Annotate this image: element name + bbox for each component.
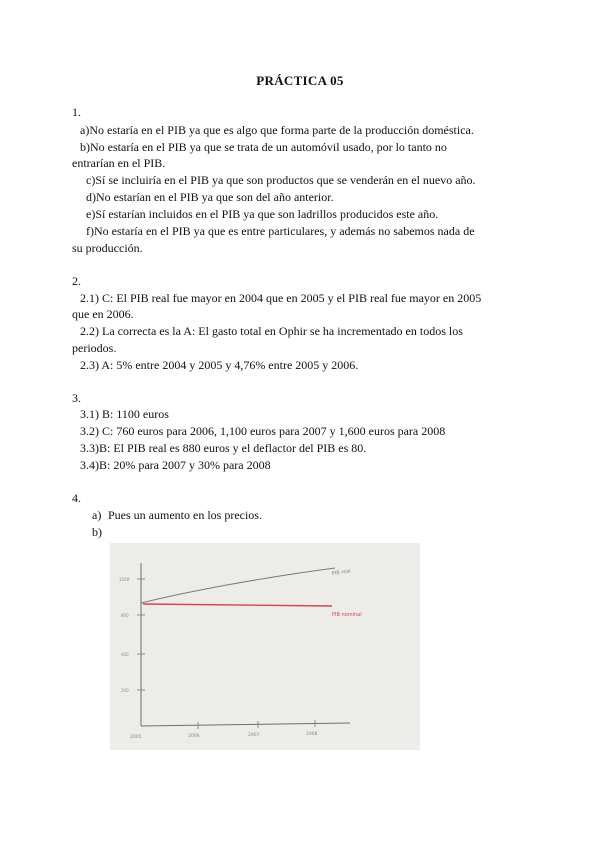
answer-1a: a)No estaría en el PIB ya que es algo que forma parte de la producción doméstica. — [80, 123, 474, 137]
x-tick-label-2: 2006 — [188, 734, 200, 739]
real-gdp-label: PIB real — [331, 568, 352, 577]
answer-4a-text: Pues un aumento en los precios. — [108, 508, 262, 522]
y-tick-label-1: 1200 — [119, 577, 130, 582]
sketch-graph — [110, 543, 420, 750]
answer-1c: c)Sí se incluiría en el PIB ya que son productos que se venderán en el nuevo año. — [86, 173, 476, 187]
y-tick-label-3: 400 — [121, 652, 129, 657]
answer-2-1: 2.1) C: El PIB real fue mayor en 2004 que en 2005 y el PIB real fue mayor en 2005 — [80, 291, 482, 305]
answer-3-1: 3.1) B: 1100 euros — [80, 407, 169, 421]
nominal-gdp-label: PIB nominal — [332, 612, 362, 618]
section-2-number: 2. — [72, 274, 81, 288]
answer-3-3: 3.3)B: El PIB real es 880 euros y el deflactor del PIB es 80. — [80, 441, 367, 455]
answer-1b-cont: entrarían en el PIB. — [72, 156, 166, 170]
x-tick-label-3: 2007 — [248, 733, 260, 738]
section-4-number: 4. — [72, 491, 81, 505]
y-tick-label-4: 200 — [121, 688, 129, 693]
y-tick-label-2: 800 — [121, 613, 129, 618]
section-1-number: 1. — [72, 105, 81, 119]
answer-2-1-cont: que en 2006. — [72, 307, 134, 321]
hand-drawn-graph-photo — [110, 543, 420, 750]
answer-2-3: 2.3) A: 5% entre 2004 y 2005 y 4,76% entre 2005 y 2006. — [80, 358, 359, 372]
answer-1f: f)No estaría en el PIB ya que es entre particulares, y además no sabemos nada de — [86, 224, 475, 238]
answer-1e: e)Sí estarían incluidos en el PIB ya que son ladrillos producidos este año. — [86, 207, 439, 221]
answer-3-2: 3.2) C: 760 euros para 2006, 1,100 euros para 2007 y 1,600 euros para 2008 — [80, 424, 446, 438]
answer-3-4: 3.4)B: 20% para 2007 y 30% para 2008 — [80, 458, 271, 472]
answer-1f-cont: su producción. — [72, 241, 143, 255]
answer-1b: b)No estaría en el PIB ya que se trata de un automóvil usado, por lo tanto no — [80, 140, 447, 154]
answer-2-2-cont: periodos. — [72, 341, 117, 355]
x-tick-label-1: 2005 — [130, 735, 142, 740]
section-3-number: 3. — [72, 391, 81, 405]
x-tick-label-4: 2008 — [306, 732, 318, 737]
answer-1d: d)No estarían en el PIB ya que son del año anterior. — [86, 190, 334, 204]
answer-2-2: 2.2) La correcta es la A: El gasto total en Ophir se ha incrementado en todos los — [80, 324, 463, 338]
answer-4a-marker: a) — [92, 508, 102, 522]
page-title: PRÁCTICA 05 — [256, 73, 344, 88]
answer-4b-marker: b) — [92, 525, 102, 539]
